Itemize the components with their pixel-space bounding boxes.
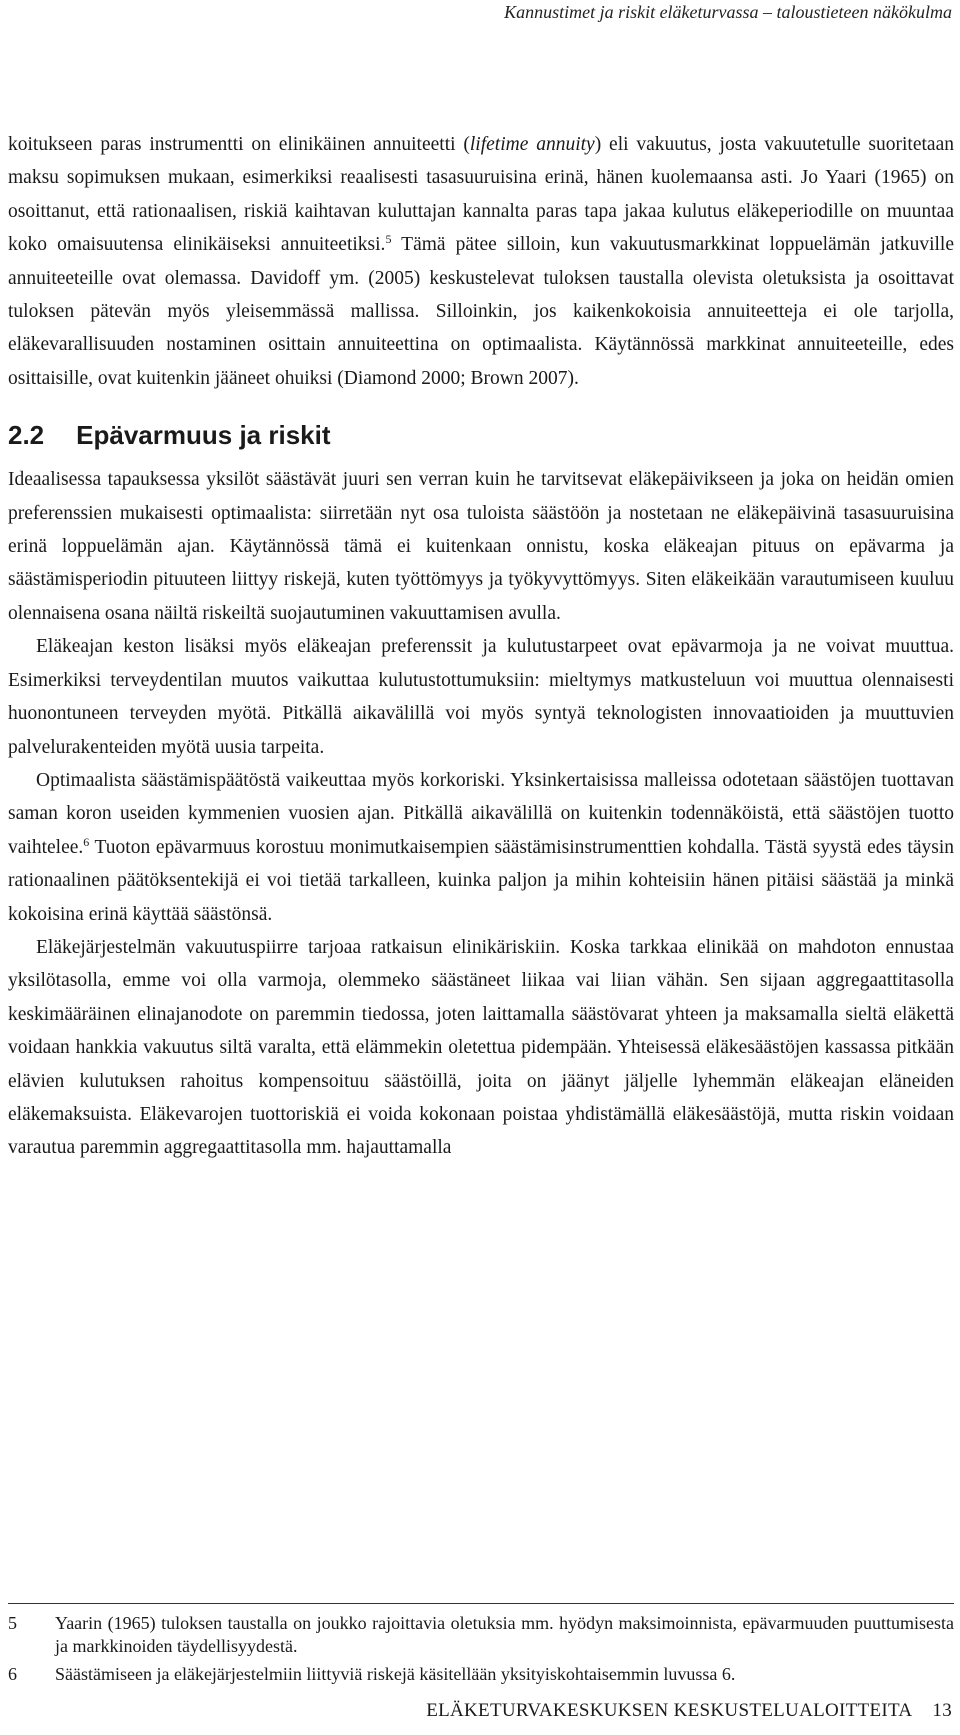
footnote-item xyxy=(8,1612,954,1658)
intro-text-3: Tämä pätee silloin, kun vakuutusmarkkinat loppuelämän jatkuville annuiteeteille ovat olemassa. Davidoff ym. (2005) keskustelevat tuloksen taustalla olevista oletuksista ja osoittavat tuloksen pätevän myös yleisemmässä mallissa. Silloinkin, jos kaikenkokoisia annuiteetteja ei ole tarjolla, eläkevarallisuuden nostaminen osittain annuiteettina on optimaalista. Käytännössä markkinat annuiteeteille, edes osittaisille, ovat kuitenkin jääneet ohuiksi (Diamond 2000; Brown 2007). xyxy=(8,234,954,389)
paragraph-2: Eläkeajan keston lisäksi myös eläkeajan preferenssit ja kulutustarpeet ovat epävarmoja ja ne voivat muuttua. Esimerkiksi terveydentilan muutos vaikuttaa kulutustottumuksiin: mieltymys matkusteluun voi muuttua olennaisesti huonontuneen terveyden myötä. Pitkällä aikavälillä voi myös syntyä teknologisten innovaatioiden ja muuttuvien palvelurakenteiden myötä uusia tarpeita. xyxy=(8,636,954,758)
paragraph-3 xyxy=(8,764,954,931)
footnote-number: 5 xyxy=(8,1613,17,1633)
footnote-ref-5[interactable]: 5 xyxy=(385,232,392,247)
intro-text-2: ) eli vakuutus, josta vakuutetulle suoritetaan maksu sopimuksen mukaan, esimerkiksi reaalisesti tasasuuruisina erinä, hänen kuolemaansa asti. Jo Yaari (1965) on osoittanut, että rationaalisen, riskiä kaihtavan kuluttajan kannalta paras tapa jakaa kulutus eläkeperiodille on muuntaa koko omaisuutensa elinikäiseksi annuiteetiksi. xyxy=(8,134,954,256)
paragraph-3-text-2: Tuoton epävarmuus korostuu monimutkaisempien säästämisinstrumenttien kohdalla. Tästä syystä edes täysin rationaalinen päätöksentekijä ei voi tietää tarkalleen, kuinka paljon ja mihin kohteisiin hänen pitäisi säästää ja minkä kokoisina erinä käyttää säästönsä. xyxy=(8,836,954,925)
footnote-number: 6 xyxy=(8,1664,17,1684)
footnote-ref-6[interactable]: 6 xyxy=(83,834,90,849)
section-number: 2.2 xyxy=(8,420,45,451)
main-content xyxy=(8,128,954,1165)
intro-text-1: koitukseen paras instrumentti on elinikäinen annuiteetti ( xyxy=(8,134,470,155)
footer-publication: ELÄKETURVAKESKUKSEN KESKUSTELUALOITTEITA xyxy=(426,1700,913,1721)
running-header-title: Kannustimet ja riskit eläketurvassa – taloustieteen näkökulma xyxy=(504,2,952,22)
paragraph-3-text-1: Optimaalista säästämispäätöstä vaikeuttaa myös korkoriski. Yksinkertaisissa malleissa odotetaan säästöjen tuottavan saman koron useiden kymmenien vuosien ajan. Pitkällä aikavälillä on kuitenkin todennäköistä, että säästöjen tuotto vaihtelee. xyxy=(8,769,954,858)
intro-paragraph xyxy=(8,128,954,395)
section-title: Epävarmuus ja riskit xyxy=(76,420,331,451)
paragraph-4: Eläkejärjestelmän vakuutuspiirre tarjoaa ratkaisun elinikäriskiin. Koska tarkkaa elinikää on mahdoton ennustaa yksilötasolla, emme voi olla varmoja, olemmeko säästäneet liikaa vai liian vähän. Sen sijaan aggregaattitasolla keskimääräinen elinajanodote on paremmin tiedossa, joten laittamalla säästövarat yhteen ja maksamalla sieltä eläkettä voidaan hankkia vakuutus siltä varalta, että elämmekin oletettua pidempään. Yhteisessä eläkesäästöjen kassassa pitkään elävien kulutuksen rahoitus kompensoituu säästöillä, joita on jäänyt jäljelle lyhemmän eläkeajan eläneiden eläkemaksuista. Eläkevarojen tuottoriskiä ei voida kokonaan poistaa yhdistämällä eläkesäästöjä, mutta riskin voidaan varautua paremmin aggregaattitasolla mm. hajauttamalla xyxy=(8,936,954,1159)
footnote-text: Säästämiseen ja eläkejärjestelmiin liittyviä riskejä käsitellään yksityiskohtaisemmin luvussa 6. xyxy=(55,1664,736,1684)
intro-italic-term: lifetime annuity xyxy=(469,134,595,155)
footnotes xyxy=(8,1612,954,1691)
paragraph-1: Ideaalisessa tapauksessa yksilöt säästävät juuri sen verran kuin he tarvitsevat eläkepäivikseen ja joka on heidän omien preferenssien mukaisesti optimaalista: siirretään nyt osa tuloista säästöön ja nostetaan ne eläkepäivinä tasasuuruisina erinä loppuelämän ajan. Käytännössä tämä ei kuitenkaan onnistu, koska eläkeajan pituus on epävarma ja säästämisperiodin pituuteen liittyy riskejä, kuten työttömyys ja työkyvyttömyys. Siten eläkeikään varautumiseen kuuluu olennaisena osana näiltä riskeiltä suojautuminen vakuuttamisen avulla. xyxy=(8,469,954,624)
footnote-text: Yaarin (1965) tuloksen taustalla on joukko rajoittavia oletuksia mm. hyödyn maksimoinnista, epävarmuuden puuttumisesta ja markkinoiden täydellisyydestä. xyxy=(55,1613,954,1656)
running-header xyxy=(504,2,952,23)
footnote-item xyxy=(8,1663,954,1686)
running-footer xyxy=(426,1700,952,1722)
page-number: 13 xyxy=(932,1700,952,1721)
section-heading xyxy=(8,419,954,451)
footnote-divider xyxy=(8,1603,954,1604)
